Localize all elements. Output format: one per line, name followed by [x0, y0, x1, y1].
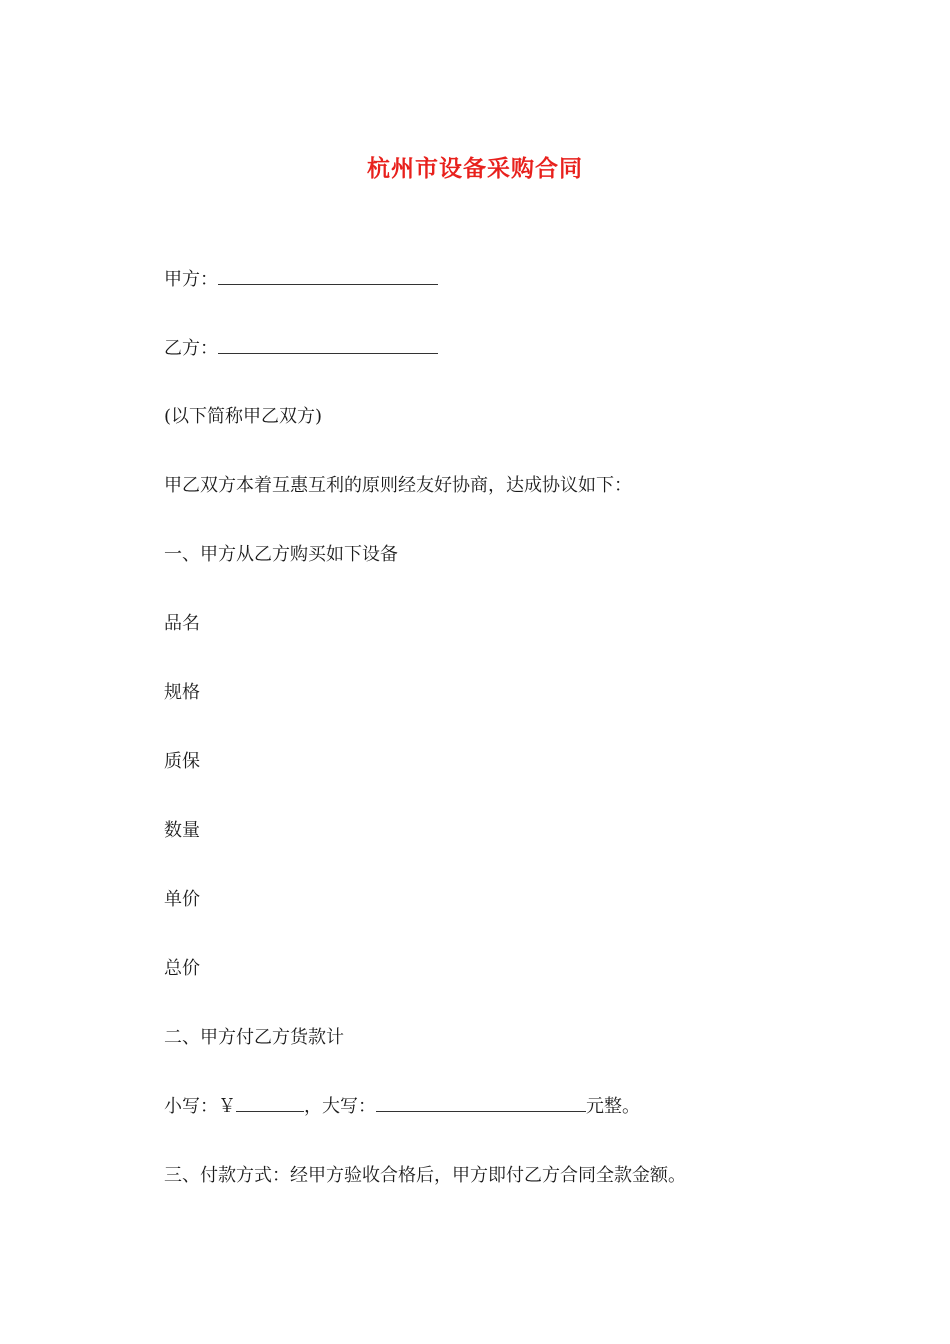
document-title: 杭州市设备采购合同	[367, 155, 583, 182]
item-spec-label: 规格	[164, 682, 200, 703]
amount-suffix: 元整。	[586, 1096, 640, 1117]
section2-heading: 二、甲方付乙方货款计	[164, 1027, 344, 1048]
amount-lower-label: 小写：￥	[164, 1096, 236, 1117]
abbrev-note: (以下简称甲乙双方)	[164, 406, 323, 427]
party-b-blank	[218, 337, 438, 354]
item-quantity-label: 数量	[164, 820, 200, 841]
party-a-line	[164, 268, 438, 292]
party-a-blank	[218, 268, 438, 285]
party-b-label: 乙方：	[164, 338, 218, 359]
amount-line	[164, 1095, 640, 1119]
party-b-line	[164, 337, 438, 361]
amount-upper-label: ，大写：	[304, 1096, 376, 1117]
amount-upper-blank	[376, 1095, 586, 1112]
item-name-label: 品名	[164, 613, 200, 634]
item-warranty-label: 质保	[164, 751, 200, 772]
section3-payment-terms: 三、付款方式：经甲方验收合格后，甲方即付乙方合同全款金额。	[164, 1165, 686, 1186]
amount-lower-blank	[236, 1095, 304, 1112]
item-total-price-label: 总价	[164, 958, 200, 979]
party-a-label: 甲方：	[164, 269, 218, 290]
preamble: 甲乙双方本着互惠互利的原则经友好协商，达成协议如下：	[164, 475, 632, 496]
item-unit-price-label: 单价	[164, 889, 200, 910]
section1-heading: 一、甲方从乙方购买如下设备	[164, 544, 398, 565]
